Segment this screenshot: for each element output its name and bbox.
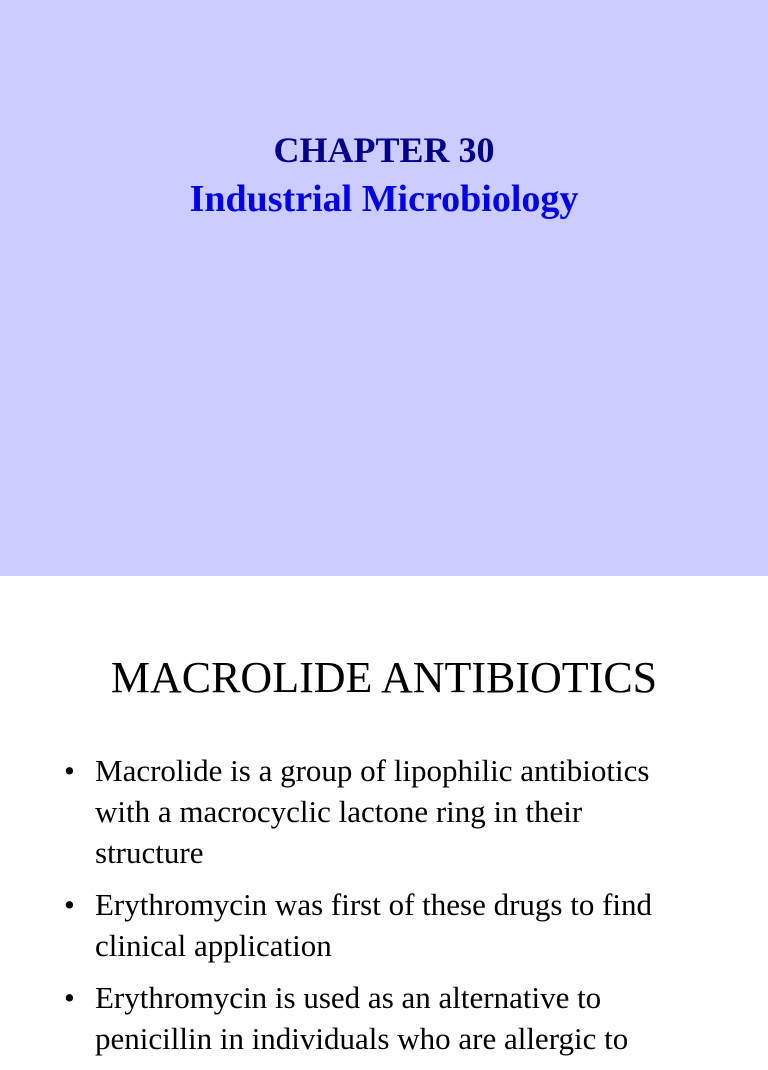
chapter-subtitle: Industrial Microbiology <box>189 178 579 220</box>
bullet-text: Macrolide is a group of lipophilic antibiotics with a macrocyclic lactone ring in their structure <box>95 753 650 870</box>
bullet-icon: • <box>64 887 75 922</box>
bullet-item <box>0 750 768 873</box>
content-slide <box>0 576 768 1056</box>
slide-heading: MACROLIDE ANTIBIOTICS <box>110 653 658 702</box>
bullet-item <box>0 884 768 966</box>
bullet-text: Erythromycin was first of these drugs to find clinical application <box>95 887 653 963</box>
bullet-icon: • <box>64 980 75 1015</box>
chapter-heading: CHAPTER 30 <box>273 130 495 170</box>
bullet-list <box>0 750 768 1070</box>
bullet-item <box>0 977 768 1059</box>
bullet-text: Erythromycin is used as an alternative to penicillin in individuals who are allergic to <box>95 980 629 1056</box>
bullet-icon: • <box>64 753 75 788</box>
